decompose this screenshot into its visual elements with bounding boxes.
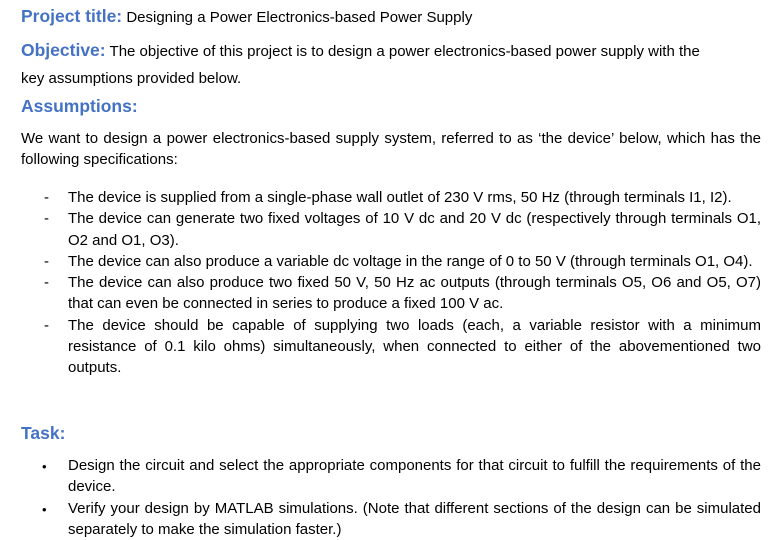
- assumptions-list: [0, 187, 778, 379]
- objective-label: Objective:: [21, 40, 106, 60]
- list-item-text: The device should be capable of supplying two loads (each, a variable resistor with a minimum resistance of 0.1 kilo ohms) simultaneously, when connected to either of the abovementioned two outputs.: [68, 316, 761, 377]
- list-item-text: The device can generate two fixed voltages of 10 V dc and 20 V dc (respectively through terminals O1, O2 and O1, O3).: [68, 210, 761, 249]
- assumptions-heading: Assumptions:: [21, 96, 138, 116]
- list-item: [0, 455, 761, 498]
- list-item-text: Verify your design by MATLAB simulations. (Note that different sections of the design can be simulated separately to make the simulation faster.): [68, 499, 761, 538]
- list-item: [0, 187, 761, 208]
- project-title-text: Designing a Power Electronics-based Power Supply: [126, 9, 473, 26]
- project-title-label: Project title:: [21, 6, 123, 26]
- list-item-text: Design the circuit and select the appropriate components for that circuit to fulfill the requirements of the device.: [68, 457, 761, 496]
- objective-text-line1: The objective of this project is to design a power electronics-based power supply with the: [109, 43, 700, 60]
- list-item-text: The device can also produce two fixed 50 V, 50 Hz ac outputs (through terminals O5, O6 and O5, O7) that can even be connected in series to produce a fixed 100 V ac.: [68, 274, 761, 313]
- list-item-text: The device is supplied from a single-phase wall outlet of 230 V rms, 50 Hz (through terminals I1, I2).: [68, 189, 732, 206]
- dash-marker: -: [44, 252, 49, 270]
- objective-row: [21, 40, 700, 61]
- bullet-marker: •: [42, 501, 47, 517]
- list-item: [0, 315, 761, 379]
- list-item: [0, 251, 761, 272]
- list-item: [0, 498, 761, 540]
- list-item: [0, 208, 761, 251]
- dash-marker: -: [44, 316, 49, 334]
- task-heading: Task:: [21, 423, 66, 443]
- assumptions-intro: We want to design a power electronics-based supply system, referred to as ‘the device’ below, which has the following specifications:: [21, 130, 761, 168]
- dash-marker: -: [44, 189, 49, 206]
- objective-text-line2: key assumptions provided below.: [21, 70, 242, 87]
- project-title-row: [21, 6, 472, 27]
- list-item: [0, 272, 761, 315]
- bullet-marker: •: [42, 459, 47, 474]
- dash-marker: -: [44, 210, 49, 228]
- task-list: [0, 455, 778, 540]
- list-item-text: The device can also produce a variable dc voltage in the range of 0 to 50 V (through terminals O1, O4).: [68, 252, 753, 270]
- dash-marker: -: [44, 274, 49, 292]
